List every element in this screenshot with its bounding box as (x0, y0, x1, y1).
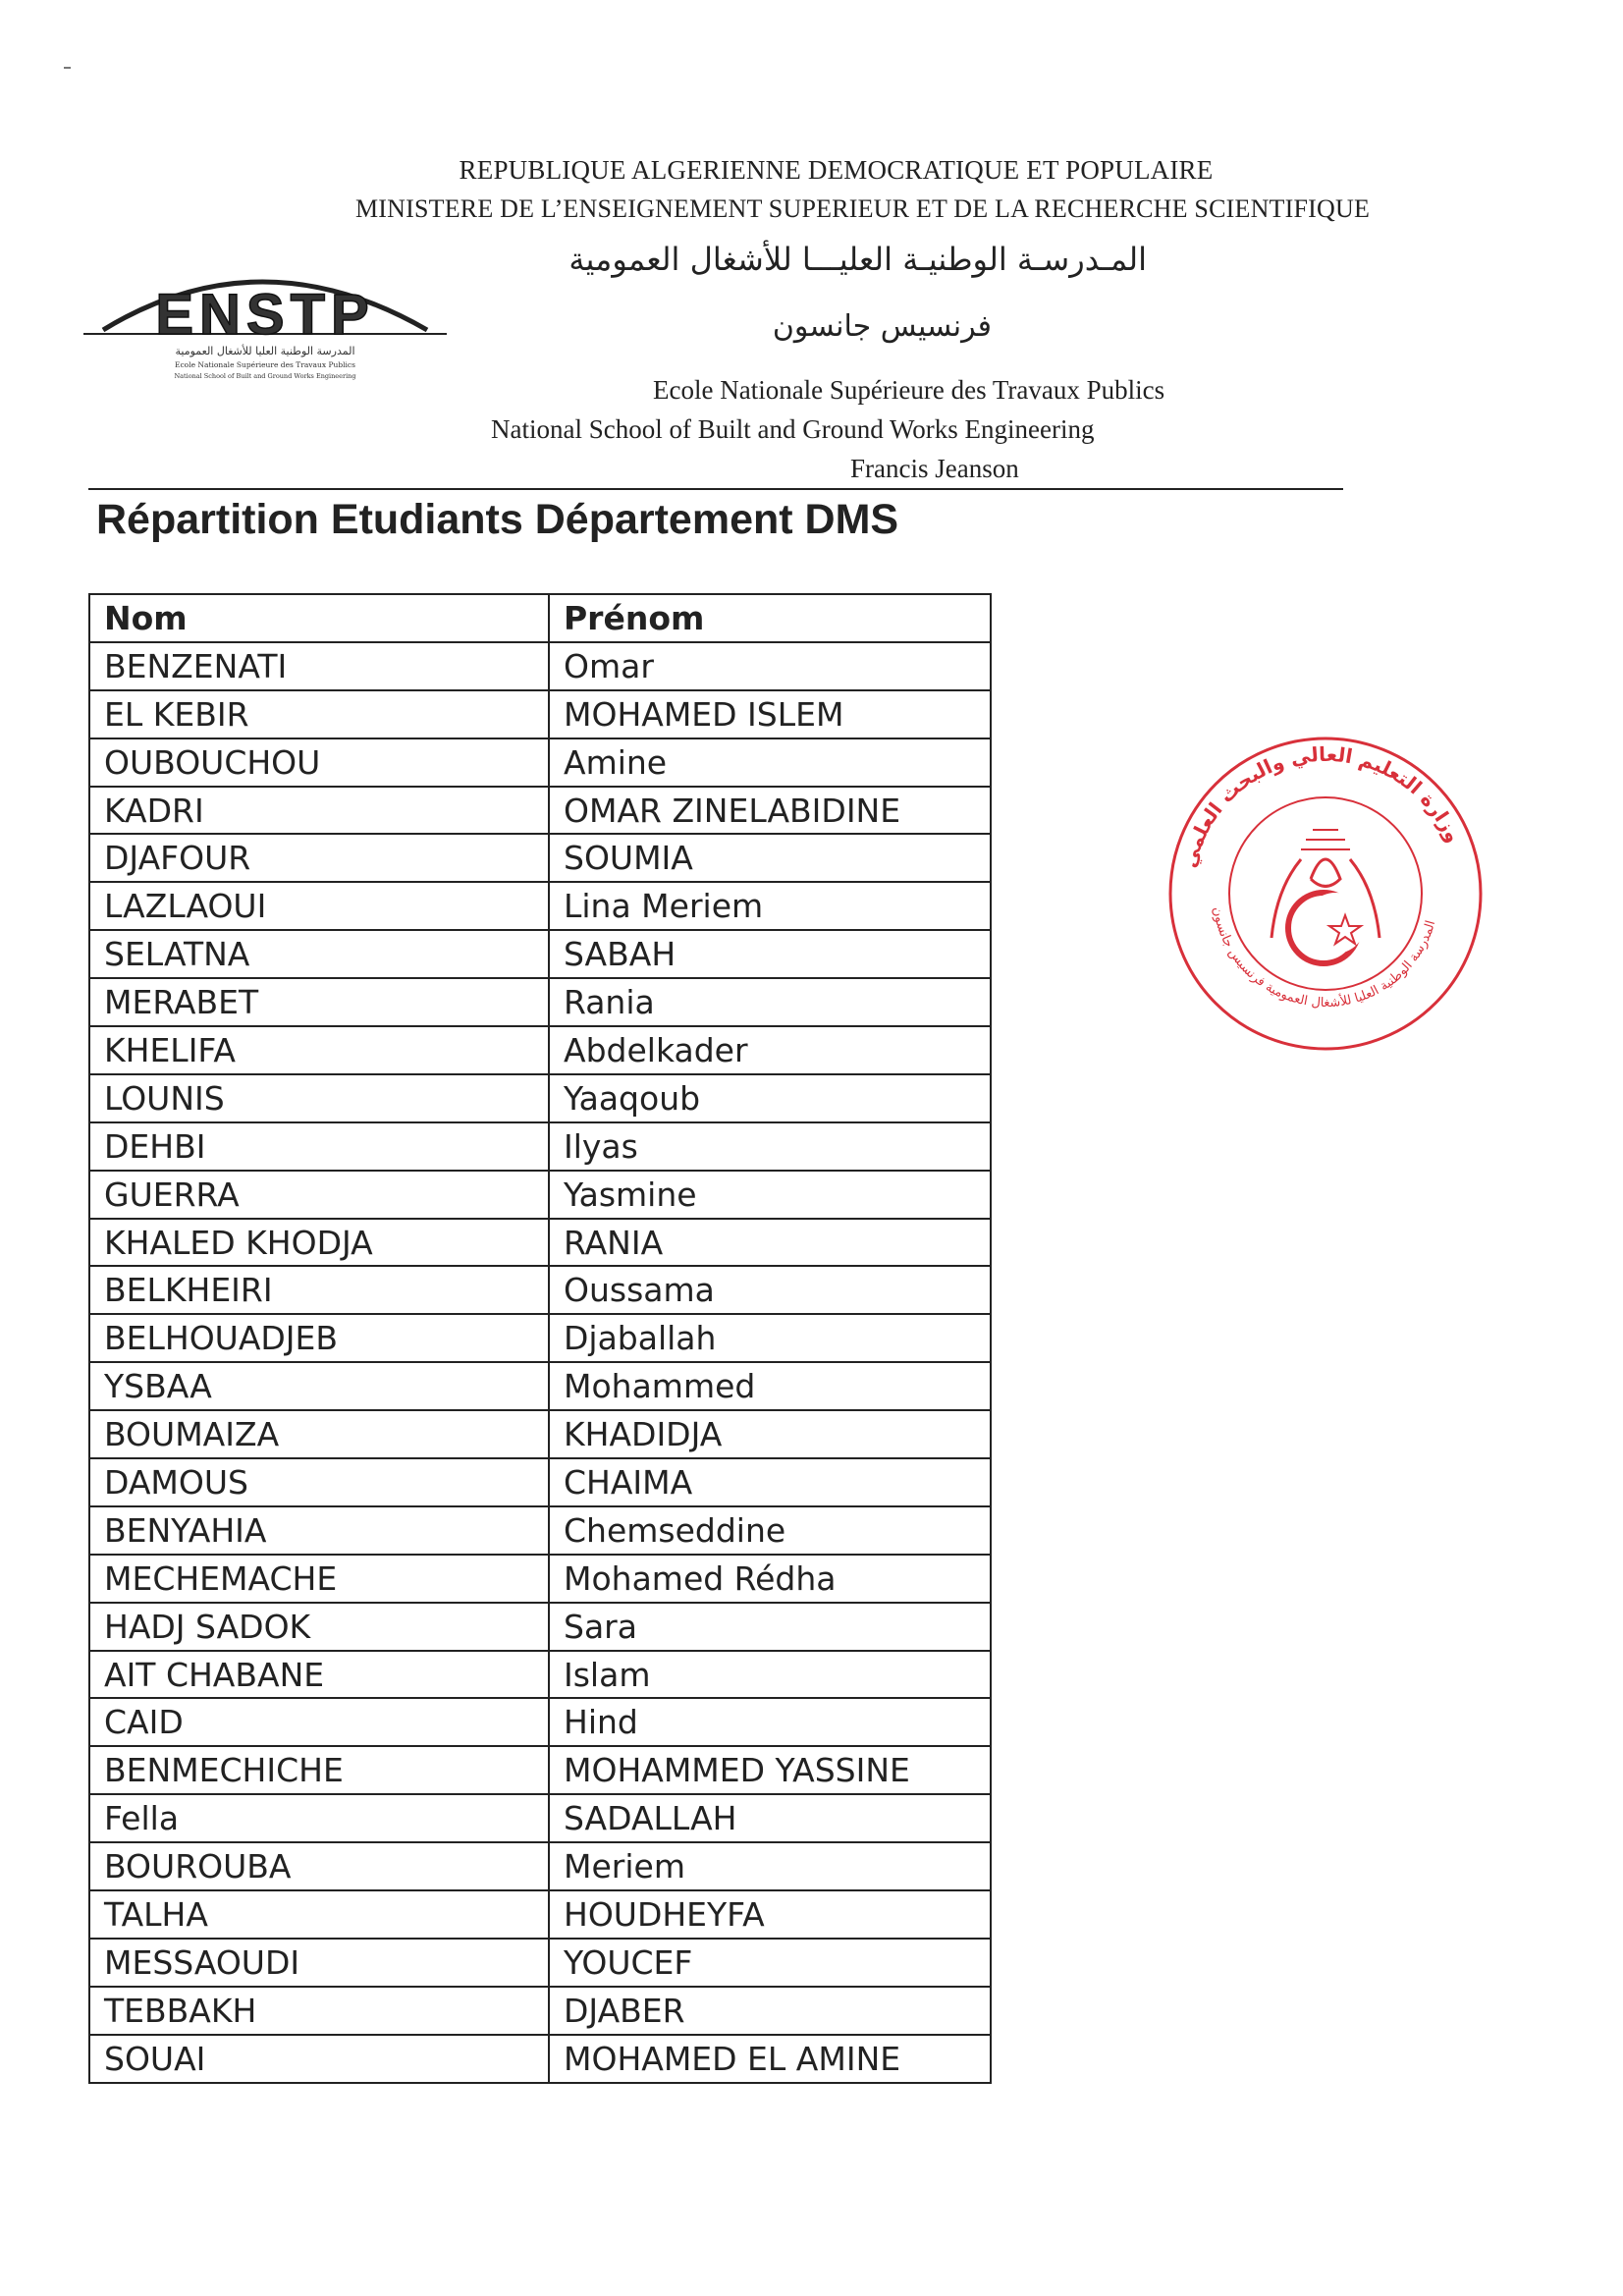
header-nom: Nom (89, 594, 549, 642)
cell-prenom: Rania (549, 978, 991, 1026)
cell-prenom: Hind (549, 1698, 991, 1746)
table-row (89, 1555, 991, 1603)
table-row (89, 1314, 991, 1362)
table-header-row (89, 594, 991, 642)
header-republic: REPUBLIQUE ALGERIENNE DEMOCRATIQUE ET POPULAIRE (459, 155, 1214, 185)
cell-nom: EL KEBIR (89, 690, 549, 738)
cell-nom: KADRI (89, 787, 549, 835)
cell-nom: MESSAOUDI (89, 1939, 549, 1987)
cell-prenom: Yasmine (549, 1171, 991, 1219)
header-prenom: Prénom (549, 594, 991, 642)
table-row (89, 1651, 991, 1699)
cell-nom: BELKHEIRI (89, 1266, 549, 1314)
header-rule (88, 488, 1343, 490)
table-row (89, 834, 991, 882)
cell-prenom: HOUDHEYFA (549, 1890, 991, 1939)
stamp-text-inner: المدرسة الوطنية العليا للأشغال العمومية فرنسيس جانسون (1209, 905, 1439, 1011)
cell-nom: BENMECHICHE (89, 1746, 549, 1794)
logo-caption-ar: المدرسة الوطنية العليا للأشغال العمومية (175, 345, 355, 357)
header-arabic-school: المـدرسـة الوطنيـة العليـــا للأشغال العمومية (568, 241, 1147, 278)
cell-nom: KHALED KHODJA (89, 1219, 549, 1267)
cell-nom: BOUROUBA (89, 1842, 549, 1890)
table-row (89, 690, 991, 738)
cell-prenom: Mohammed (549, 1362, 991, 1410)
cell-prenom: Yaaqoub (549, 1074, 991, 1122)
table-row (89, 1939, 991, 1987)
cell-prenom: DJABER (549, 1987, 991, 2035)
cell-nom: DAMOUS (89, 1458, 549, 1506)
table-row (89, 1219, 991, 1267)
header-arabic-francis-jeanson: فرنسيس جانسون (772, 309, 992, 344)
cell-nom: BELHOUADJEB (89, 1314, 549, 1362)
cell-prenom: Amine (549, 738, 991, 787)
cell-nom: MECHEMACHE (89, 1555, 549, 1603)
table-row (89, 1890, 991, 1939)
cell-nom: DEHBI (89, 1122, 549, 1171)
table-row (89, 1794, 991, 1842)
page-title: Répartition Etudiants Département DMS (96, 496, 899, 543)
table-row (89, 2035, 991, 2083)
cell-nom: BENYAHIA (89, 1506, 549, 1555)
cell-nom: SOUAI (89, 2035, 549, 2083)
official-stamp (1163, 732, 1488, 1056)
cell-prenom: SOUMIA (549, 834, 991, 882)
cell-nom: Fella (89, 1794, 549, 1842)
cell-prenom: Chemseddine (549, 1506, 991, 1555)
students-table (88, 593, 992, 2084)
cell-nom: LOUNIS (89, 1074, 549, 1122)
table-body (89, 642, 991, 2083)
cell-prenom: Omar (549, 642, 991, 690)
stamp-hand-icon (1311, 859, 1340, 887)
cell-nom: CAID (89, 1698, 549, 1746)
table-row (89, 978, 991, 1026)
cell-prenom: Oussama (549, 1266, 991, 1314)
cell-prenom: MOHAMED ISLEM (549, 690, 991, 738)
table-row (89, 1506, 991, 1555)
stamp-sun-icon (1301, 830, 1350, 849)
cell-prenom: RANIA (549, 1219, 991, 1267)
logo-caption-fr: Ecole Nationale Supérieure des Travaux Publics (175, 360, 355, 369)
school-name-fr: Ecole Nationale Supérieure des Travaux Publics (653, 375, 1165, 405)
cell-prenom: Sara (549, 1603, 991, 1651)
enstp-logo (83, 244, 447, 391)
header-ministry: MINISTERE DE L’ENSEIGNEMENT SUPERIEUR ET DE LA RECHERCHE SCIENTIFIQUE (354, 194, 1371, 223)
table-row (89, 1362, 991, 1410)
cell-nom: MERABET (89, 978, 549, 1026)
table-row (89, 1842, 991, 1890)
francis-jeanson: Francis Jeanson (850, 454, 1019, 483)
cell-nom: HADJ SADOK (89, 1603, 549, 1651)
cell-prenom: Mohamed Rédha (549, 1555, 991, 1603)
table-row (89, 1122, 991, 1171)
cell-prenom: Lina Meriem (549, 882, 991, 930)
table-row (89, 1746, 991, 1794)
table-row (89, 1987, 991, 2035)
cell-nom: AIT CHABANE (89, 1651, 549, 1699)
table-row (89, 1603, 991, 1651)
cell-nom: DJAFOUR (89, 834, 549, 882)
cell-prenom: SADALLAH (549, 1794, 991, 1842)
cell-nom: GUERRA (89, 1171, 549, 1219)
logo-wordmark: ENSTP (155, 283, 375, 347)
cell-prenom: Djaballah (549, 1314, 991, 1362)
cell-prenom: SABAH (549, 930, 991, 978)
cell-prenom: Meriem (549, 1842, 991, 1890)
table-row (89, 1458, 991, 1506)
cell-nom: BENZENATI (89, 642, 549, 690)
cell-prenom: Islam (549, 1651, 991, 1699)
cell-prenom: OMAR ZINELABIDINE (549, 787, 991, 835)
cell-nom: LAZLAOUI (89, 882, 549, 930)
scan-mark (64, 67, 71, 69)
cell-nom: SELATNA (89, 930, 549, 978)
table-row (89, 1410, 991, 1458)
table-row (89, 738, 991, 787)
table-row (89, 1026, 991, 1074)
cell-prenom: KHADIDJA (549, 1410, 991, 1458)
cell-prenom: CHAIMA (549, 1458, 991, 1506)
logo-caption-en: National School of Built and Ground Works Engineering (174, 372, 356, 380)
table-row (89, 1698, 991, 1746)
cell-nom: TALHA (89, 1890, 549, 1939)
svg-text:وزارة التعليم العالي والبحث ال (1177, 742, 1466, 870)
cell-prenom: YOUCEF (549, 1939, 991, 1987)
cell-prenom: MOHAMED EL AMINE (549, 2035, 991, 2083)
stamp-text-outer: وزارة التعليم العالي والبحث العلمي (1176, 741, 1466, 870)
table-row (89, 930, 991, 978)
cell-prenom: Abdelkader (549, 1026, 991, 1074)
table-row (89, 1266, 991, 1314)
cell-nom: YSBAA (89, 1362, 549, 1410)
table-row (89, 642, 991, 690)
school-name-en: National School of Built and Ground Works Engineering (491, 414, 1095, 444)
cell-nom: TEBBAKH (89, 1987, 549, 2035)
table-row (89, 882, 991, 930)
cell-nom: KHELIFA (89, 1026, 549, 1074)
cell-prenom: MOHAMMED YASSINE (549, 1746, 991, 1794)
cell-prenom: Ilyas (549, 1122, 991, 1171)
table-row (89, 1074, 991, 1122)
cell-nom: BOUMAIZA (89, 1410, 549, 1458)
table-row (89, 1171, 991, 1219)
cell-nom: OUBOUCHOU (89, 738, 549, 787)
table-row (89, 787, 991, 835)
